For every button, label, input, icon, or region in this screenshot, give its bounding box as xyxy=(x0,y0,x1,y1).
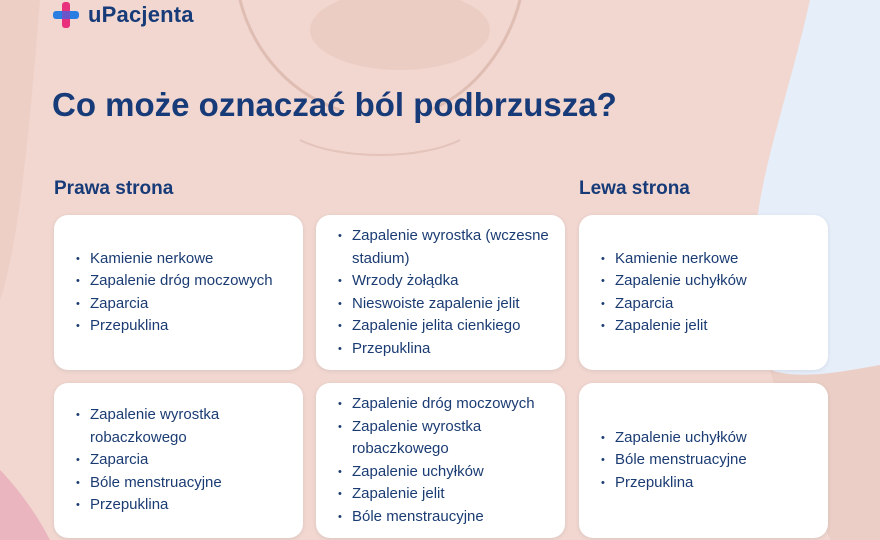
symptom-card-right-bottom xyxy=(54,383,303,538)
heading-left-side: Lewa strona xyxy=(579,178,690,199)
symptom-list xyxy=(76,248,289,338)
symptom-card-left-top xyxy=(579,215,828,370)
page-title: Co może oznaczać ból podbrzusza? xyxy=(52,86,617,123)
symptom-card-center-bottom xyxy=(316,383,565,538)
symptom-list xyxy=(338,393,551,528)
heading-right-side: Prawa strona xyxy=(54,178,174,199)
brand-name: uPacjenta xyxy=(88,2,194,27)
list-item: • Zapalenie wyrostka (wczesne stadium) xyxy=(338,225,551,270)
list-item: • Zapalenie uchyłków xyxy=(338,461,551,484)
list-item: • Zaparcia xyxy=(601,293,814,316)
symptom-list xyxy=(601,248,814,338)
list-item: • Zapalenie wyrostka robaczkowego xyxy=(338,416,551,461)
symptom-card-left-bottom xyxy=(579,383,828,538)
symptom-card-right-top xyxy=(54,215,303,370)
list-item: • Bóle menstruacyjne xyxy=(76,472,289,495)
list-item: • Zapalenie jelit xyxy=(601,315,814,338)
list-item: • Przepuklina xyxy=(76,494,289,517)
list-item: • Zapalenie wyrostka robaczkowego xyxy=(76,404,289,449)
list-item: • Zapalenie dróg moczowych xyxy=(338,393,551,416)
symptom-card-center-top xyxy=(316,215,565,370)
brand-logo[interactable] xyxy=(52,0,194,30)
list-item: • Przepuklina xyxy=(601,472,814,495)
list-item: • Bóle menstruacyjne xyxy=(601,449,814,472)
list-item: • Zapalenie jelita cienkiego xyxy=(338,315,551,338)
list-item: • Zaparcia xyxy=(76,449,289,472)
list-item: • Wrzody żołądka xyxy=(338,270,551,293)
medical-cross-icon xyxy=(52,1,80,29)
list-item: • Zapalenie dróg moczowych xyxy=(76,270,289,293)
list-item: • Kamienie nerkowe xyxy=(601,248,814,271)
list-item: • Przepuklina xyxy=(76,315,289,338)
list-item: • Przepuklina xyxy=(338,338,551,361)
list-item: • Bóle menstraucyjne xyxy=(338,506,551,529)
list-item: • Zapalenie jelit xyxy=(338,483,551,506)
list-item: • Zapalenie uchyłków xyxy=(601,427,814,450)
symptom-list xyxy=(76,404,289,517)
list-item: • Zapalenie uchyłków xyxy=(601,270,814,293)
symptom-list xyxy=(601,427,814,495)
symptom-list xyxy=(338,225,551,360)
list-item: • Nieswoiste zapalenie jelit xyxy=(338,293,551,316)
list-item: • Kamienie nerkowe xyxy=(76,248,289,271)
list-item: • Zaparcia xyxy=(76,293,289,316)
